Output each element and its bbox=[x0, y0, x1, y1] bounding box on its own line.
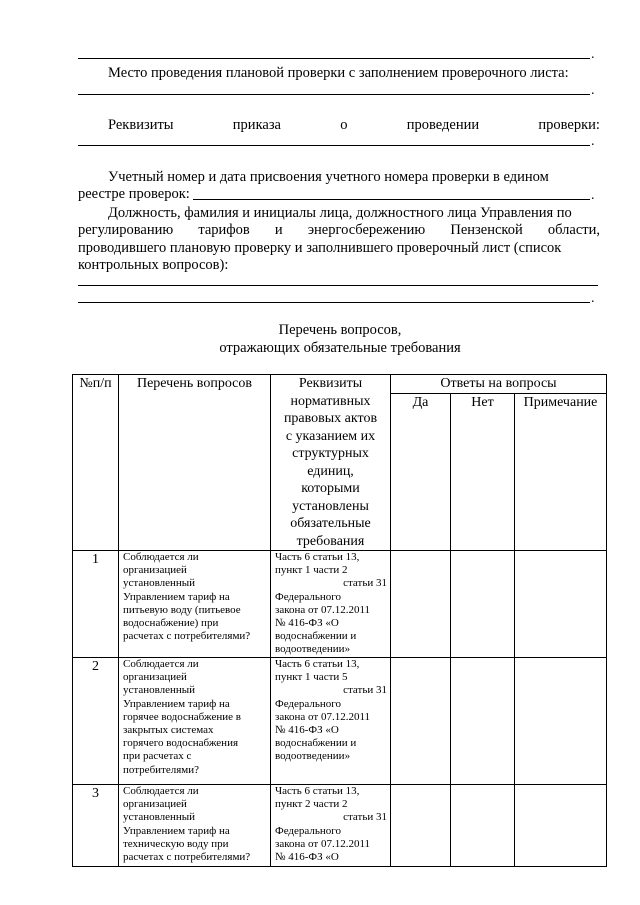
place-label: Место проведения плановой проверки с заполнением проверочного листа: bbox=[108, 65, 569, 81]
requisites-cell: Часть 6 статьи 13, пункт 1 части 2 статьи 31 Федерального закона от 07.12.2011 № 416-ФЗ «О водоснабжении и водоотведении» bbox=[271, 551, 391, 658]
answer-yes-cell[interactable] bbox=[391, 785, 451, 867]
header-note: Примечание bbox=[515, 393, 607, 550]
official-label-line2: регулированию тарифов и энергосбережению Пензенской области, bbox=[78, 222, 600, 238]
blank-line-top bbox=[78, 58, 590, 59]
period-mark: . bbox=[591, 291, 595, 306]
header-answers: Ответы на вопросы bbox=[391, 375, 607, 394]
row-number: 1 bbox=[73, 551, 119, 658]
period-mark: . bbox=[591, 83, 595, 98]
header-questions: Перечень вопросов bbox=[119, 375, 271, 551]
table-row bbox=[73, 785, 607, 867]
period-mark: . bbox=[591, 47, 595, 62]
header-num: №п/п bbox=[73, 375, 119, 551]
header-requisites: Реквизиты нормативных правовых актов с указанием их структурных единиц, которыми установлены обязательные требования bbox=[271, 375, 391, 551]
answer-yes-cell[interactable] bbox=[391, 551, 451, 658]
requisites-cell: Часть 6 статьи 13, пункт 2 части 2 статьи 31 Федерального закона от 07.12.2011 № 416-ФЗ «О bbox=[271, 785, 391, 867]
question-cell: Соблюдается ли организацией установленный Управлением тариф на питьевую воду (питьевое водоснабжение) при расчетах с потребителями? bbox=[119, 551, 271, 658]
answer-note-cell[interactable] bbox=[515, 551, 607, 658]
official-field-2 bbox=[78, 302, 590, 303]
order-field bbox=[78, 145, 590, 146]
question-cell: Соблюдается ли организацией установленный Управлением тариф на горячее водоснабжение в закрытых системах горячего водоснабжения при расчетах с потребителями? bbox=[119, 658, 271, 785]
period-mark: . bbox=[591, 134, 595, 149]
answer-no-cell[interactable] bbox=[451, 658, 515, 785]
answer-note-cell[interactable] bbox=[515, 658, 607, 785]
table-row bbox=[73, 551, 607, 658]
account-label-line2: реестре проверок: bbox=[78, 186, 190, 202]
row-number: 3 bbox=[73, 785, 119, 867]
header-no: Нет bbox=[451, 393, 515, 550]
answer-yes-cell[interactable] bbox=[391, 658, 451, 785]
answer-no-cell[interactable] bbox=[451, 785, 515, 867]
place-field bbox=[78, 94, 590, 95]
requisites-cell: Часть 6 статьи 13, пункт 1 части 5 статьи 31 Федерального закона от 07.12.2011 № 416-ФЗ «О водоснабжении и водоотведении» bbox=[271, 658, 391, 785]
question-cell: Соблюдается ли организацией установленный Управлением тариф на техническую воду при расчетах с потребителями? bbox=[119, 785, 271, 867]
official-label-line4: контрольных вопросов): bbox=[78, 257, 229, 273]
requirements-table bbox=[72, 374, 607, 867]
official-label-line3: проводившего плановую проверку и заполнившего проверочный лист (список bbox=[78, 240, 562, 256]
table-row bbox=[73, 658, 607, 785]
official-field-1 bbox=[78, 285, 598, 286]
order-label: Реквизиты приказа о проведении проверки: bbox=[108, 117, 600, 133]
official-label-line1: Должность, фамилия и инициалы лица, должностного лица Управления по bbox=[108, 205, 572, 221]
account-label-line1: Учетный номер и дата присвоения учетного номера проверки в едином bbox=[108, 169, 549, 185]
account-field bbox=[193, 199, 590, 200]
list-title-line2: отражающих обязательные требования bbox=[219, 340, 461, 356]
row-number: 2 bbox=[73, 658, 119, 785]
period-mark: . bbox=[591, 188, 595, 203]
list-title-line1: Перечень вопросов, bbox=[278, 322, 402, 338]
answer-no-cell[interactable] bbox=[451, 551, 515, 658]
header-yes: Да bbox=[391, 393, 451, 550]
answer-note-cell[interactable] bbox=[515, 785, 607, 867]
